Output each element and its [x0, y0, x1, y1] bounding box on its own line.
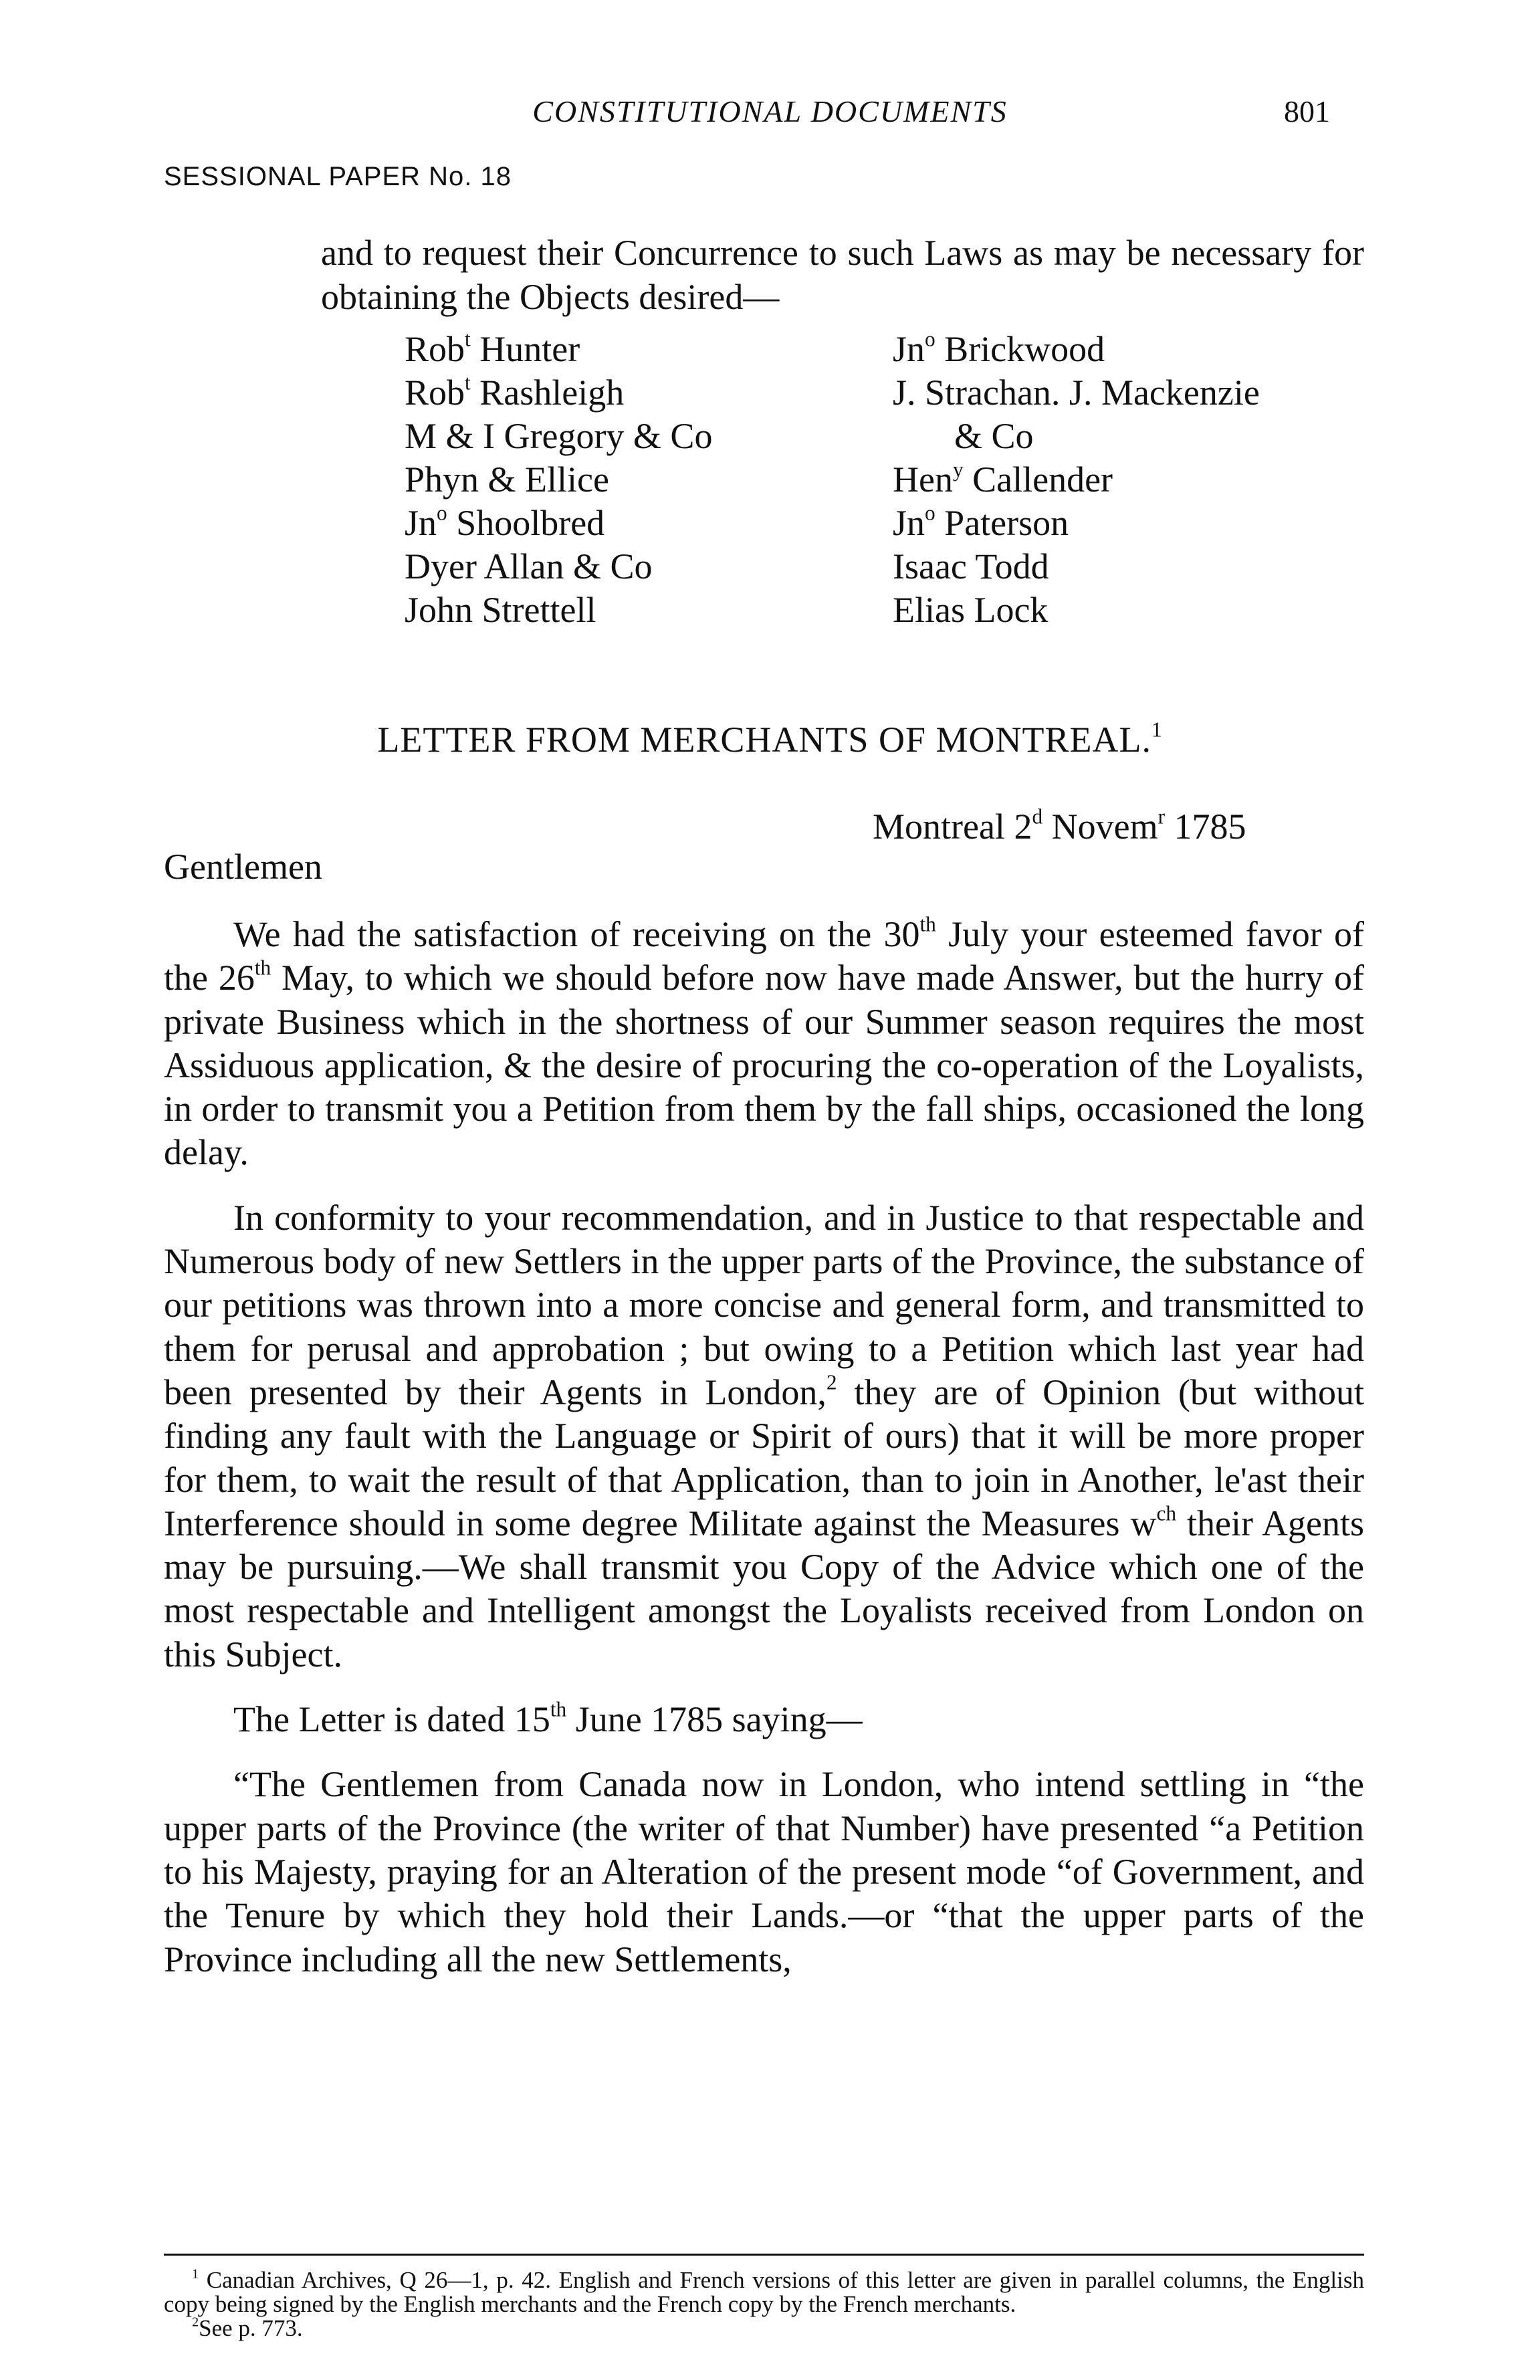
paragraph: The Letter is dated 15th June 1785 saying— [233, 1697, 863, 1740]
signatory: Phyn & Ellice [405, 459, 609, 500]
footnote: $^1$ Canadian Archives, Q 26—1, p. 42. English and French versions of this letter are given in parallel columns, the English copy being signed by the English merchants and the French copy by the French merchants. [164, 2266, 1364, 2317]
footnote: $^2$See p. 773. [192, 2314, 303, 2341]
signatory: Elias Lock [893, 590, 1049, 630]
intro-paragraph: and to request their Concurrence to such Laws as may be necessary for obtaining the Objects desired— [321, 233, 1364, 317]
signatory: Rob$^t$ Rashleigh [405, 370, 625, 413]
salutation: Gentlemen [164, 847, 322, 887]
letter-body [164, 913, 1364, 2003]
signatory: J. Strachan. J. Mackenzie [893, 372, 1260, 413]
footnotes [164, 2268, 1364, 2341]
signatory: Jn$^o$ Shoolbred [405, 501, 605, 543]
signatory: Jn$^o$ Brickwood [893, 327, 1105, 369]
paragraph: We had the satisfaction of receiving on the 30th July your esteemed favor of the 26th May, to which we should before now have made Answer, but the hurry of private Business which in the shortness of our Summer season requires the most Assiduous application, & the desire of procuring the co-operation of the Loyalists, in order to transmit you a Petition from them by the fall ships, occasioned the long delay. [164, 912, 1364, 1173]
signatory: Dyer Allan & Co [405, 546, 653, 586]
signatory: John Strettell [405, 590, 596, 630]
footnote-divider [164, 2254, 1364, 2256]
page-number: 801 [1284, 94, 1330, 128]
footnote-ref: 1 [1151, 718, 1163, 742]
signatory: Rob$^t$ Hunter [405, 327, 580, 369]
signatory: & Co [954, 416, 1034, 456]
running-title: CONSTITUTIONAL DOCUMENTS [532, 94, 1008, 128]
signatories-right-column [893, 328, 1260, 632]
letter-heading: LETTER FROM MERCHANTS OF MONTREAL.$^1$ [377, 718, 1163, 760]
signatory: M & I Gregory & Co [405, 416, 713, 456]
signatory: Jn$^o$ Paterson [893, 501, 1069, 543]
signatory: Isaac Todd [893, 546, 1049, 586]
paragraph: In conformity to your recommendation, and in Justice to that respectable and Numerous body of new Settlers in the upper parts of the Province, the substance of our petitions was thrown into a more concise and general form, and transmitted to them for perusal and approbation ; but owing to a Petition which last year had been presented by their Agents in London,$^2$ they are of Opinion (but without finding any fault with the Language or Spirit of ours) that it will be more proper for them, to wait the result of that Application, than to join in Another, le'ast their Interference should in some degree Militate against the Measures $w^{ch}$ their Agents may be pursuing.—We shall transmit you Copy of the Advice which one of the most respectable and Intelligent amongst the Loyalists received from London on this Subject. [164, 1197, 1364, 1674]
footnote-ref: 2 [826, 1370, 837, 1394]
signatories-left-column [405, 328, 712, 632]
letter-dateline: Montreal 2$^d$ Novem$^r$ 1785 [873, 804, 1246, 847]
sessional-paper-label: SESSIONAL PAPER No. 18 [164, 162, 512, 191]
signatory: Hen$^y$ Callender [893, 457, 1113, 500]
quoted-paragraph: “The Gentlemen from Canada now in London, who intend settling in “the upper parts of the Province (the writer of that Number) have presented “a Petition to his Majesty, praying for an Alteration of the present mode “of Government, and the Tenure by which they hold their Lands.—or “that the upper parts of the Province including all the new Settlements, [164, 1764, 1364, 1979]
